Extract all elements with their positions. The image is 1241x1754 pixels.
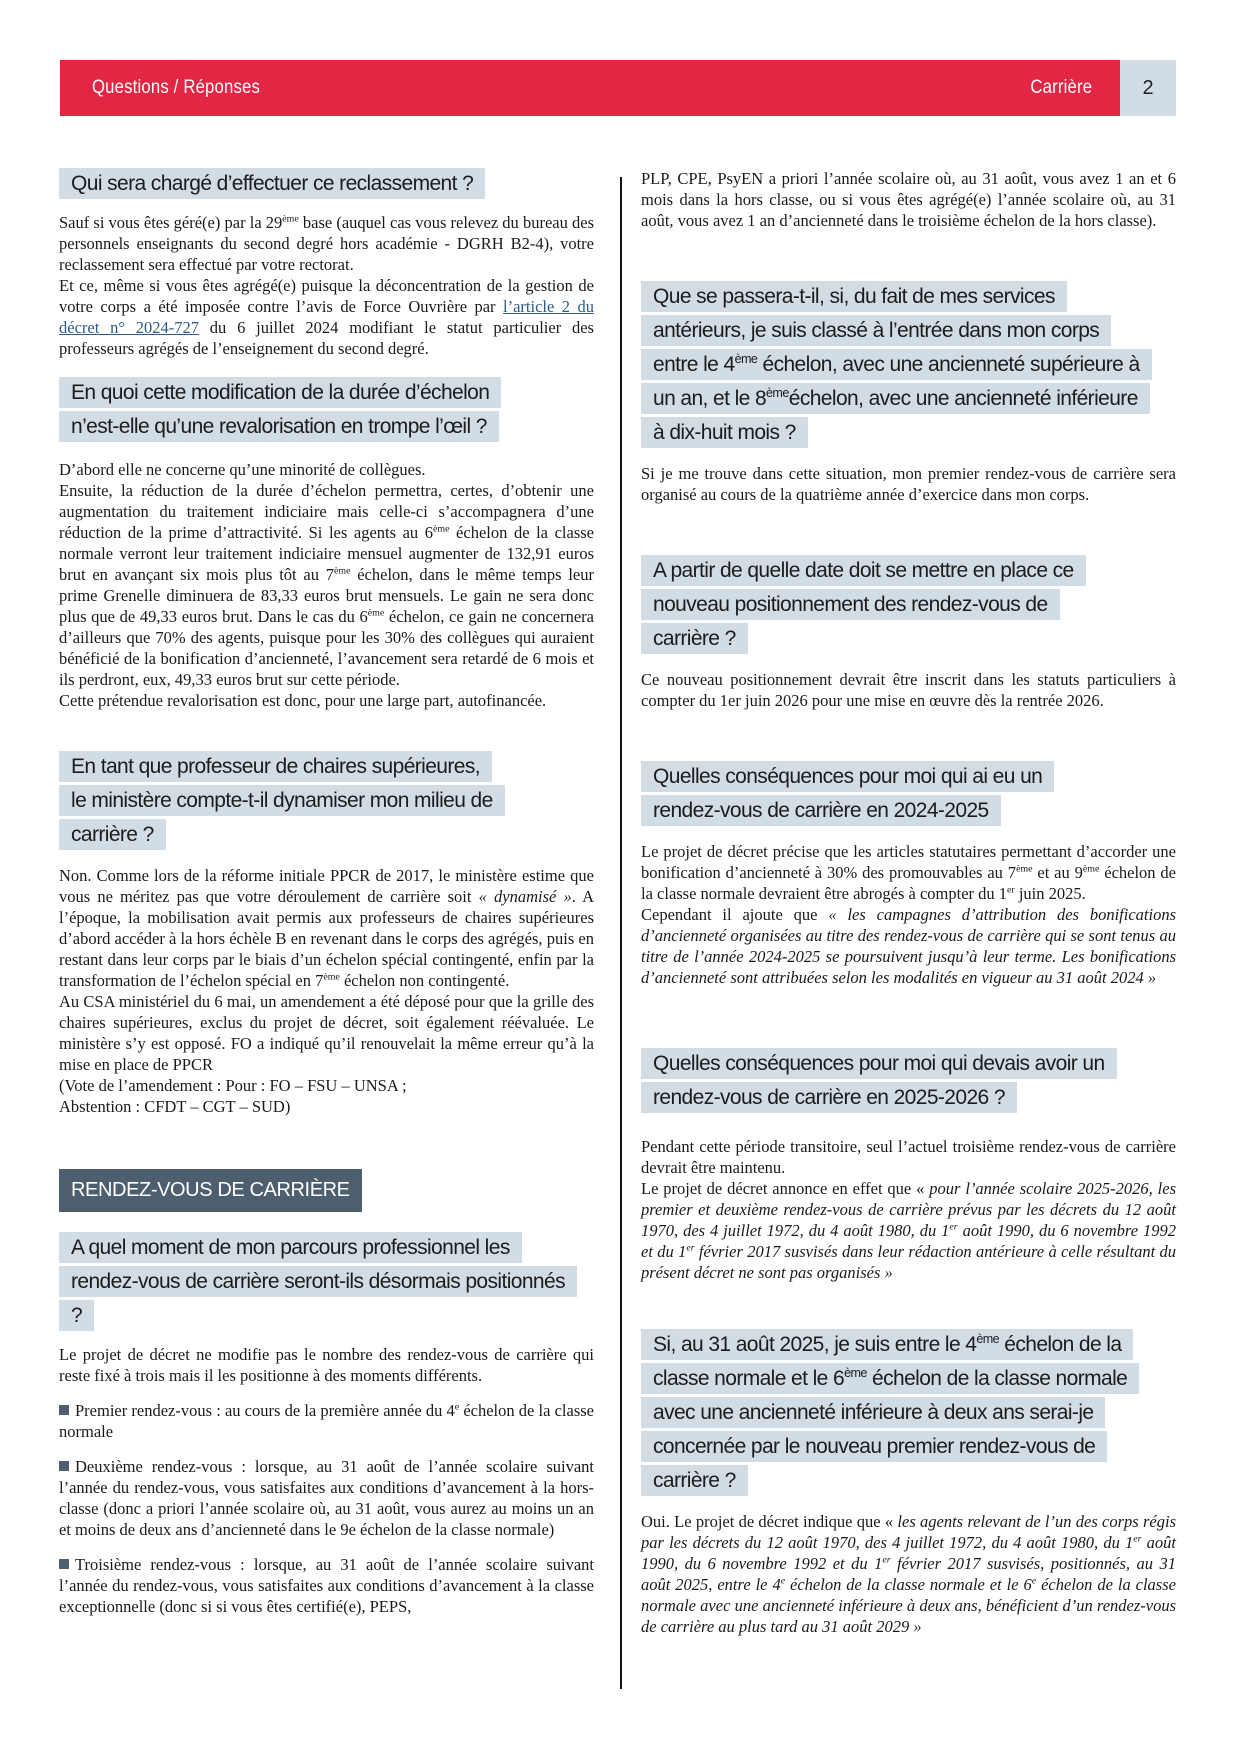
answer-block — [641, 669, 1176, 711]
answer-paragraph: Non. Comme lors de la réforme initiale PPCR de 2017, le ministère estime que vous ne méritez pas que votre déroulement de carrière soit « dynamisé ». A l’époque, la mobilisation avait permis aux professeurs de chaires supérieures d’abord accéder à la hors échèle B en revenant dans le corps des agrégés, puis en restant dans leur corps par le biais d’un échelon spécial contingenté, enfin par la transformation de l’échelon spécial en 7ème échelon non contingenté. — [59, 866, 594, 990]
answer-paragraph: Au CSA ministériel du 6 mai, un amendement a été déposé pour que la grille des chaires supérieures, exclus du projet de décret, soit également réévaluée. Le ministère s’y est opposé. FO a indiqué qu’il renouvelait la même erreur qu’à la mise en place de PPCR — [59, 992, 594, 1074]
question-title: En quoi cette modification de la durée d’échelon n’est-elle qu’une revalorisation en trompe l’œil ? — [59, 377, 501, 442]
answer-paragraph: Sauf si vous êtes géré(e) par la 29ème base (auquel cas vous relevez du bureau des personnels enseignants du second degré hors académie - DGRH B2-4), votre reclassement sera effectué par votre rectorat. — [59, 213, 594, 274]
question-heading — [59, 377, 539, 445]
answer-paragraph: Le projet de décret annonce en effet que « pour l’année scolaire 2025-2026, les premier et deuxième rendez-vous de carrière prévus par les décrets du 12 août 1970, des 4 juillet 1972, du 4 août 1980, du 1er août 1990, du 6 novembre 1992 et du 1er février 2017 susvisés dans leur rédaction antérieure à celle résultant du présent décret ne sont pas organisés » — [641, 1179, 1176, 1282]
left-column — [59, 168, 594, 1631]
bullet-item: Deuxième rendez-vous : lorsque, au 31 août de l’année scolaire suivant l’année du rendez-vous, vous satisfaites aux conditions d’avancement à la hors-classe (donc a priori l’année scolaire où, au 31 août, vous aurez au moins un an et moins de deux ans d’ancienneté dans le 9e échelon de la classe normale) — [59, 1457, 594, 1539]
question-heading — [641, 1329, 1151, 1499]
question-title: Quelles conséquences pour moi qui devais avoir un rendez-vous de carrière en 2025-2026 ? — [641, 1048, 1117, 1113]
answer-paragraph: Cependant il ajoute que « les campagnes d’attribution des bonifications d’ancienneté organisées au titre des rendez-vous de carrière qui se sont tenus au titre de l’année 2024-2025 se poursuivent jusqu’à leur terme. Les bonifications d’ancienneté sont attribuées selon les modalités en vigueur au 31 août 2024 » — [641, 905, 1176, 987]
question-title: Qui sera chargé d’effectuer ce reclassement ? — [59, 168, 485, 199]
square-bullet-icon — [59, 1461, 69, 1471]
question-heading — [59, 168, 594, 202]
question-heading — [641, 761, 1081, 829]
section-tag: RENDEZ-VOUS DE CARRIÈRE — [59, 1169, 362, 1212]
answer-paragraph: Le projet de décret ne modifie pas le nombre des rendez-vous de carrière qui reste fixé à trois mais il les positionne à des moments différents. — [59, 1345, 594, 1385]
answer-block — [59, 459, 594, 711]
answer-block — [641, 168, 1176, 231]
decree-link[interactable]: l’article 2 du décret n° 2024-727 — [59, 297, 594, 337]
right-column — [641, 168, 1176, 1655]
question-title: Si, au 31 août 2025, je suis entre le 4ème échelon de la classe normale et le 6ème échelon de la classe normale avec une ancienneté inférieure à deux ans serai-je concernée par le nouveau premier rendez-vous de carrière ? — [641, 1329, 1139, 1496]
answer-paragraph: Ce nouveau positionnement devrait être inscrit dans les statuts particuliers à compter du 1er juin 2026 pour une mise en œuvre dès la rentrée 2026. — [641, 670, 1176, 710]
answer-paragraph: Ensuite, la réduction de la durée d’échelon permettra, certes, d’obtenir une augmentation du traitement indiciaire mais celle-ci s’accompagnera d’une réduction de la prime d’attractivité. Si les agents au 6ème échelon de la classe normale verront leur traitement indiciaire mensuel augmenter de 132,91 euros brut en avançant six mois plus tôt au 7ème échelon, dans le même temps leur prime Grenelle diminuera de 83,33 euros brut mensuels. Le gain ne sera donc plus que de 49,33 euros brut. Dans le cas du 6ème échelon, ce gain ne concernera d’ailleurs que 70% des agents, puisque pour les 30% des collègues qui auraient bénéficié de la bonification d’ancienneté, l’avancement sera retardé de 6 mois et ils perdront, eux, 49,33 euros brut sur cette période. — [59, 481, 595, 689]
bullet-item: Troisième rendez-vous : lorsque, au 31 août de l’année scolaire suivant l’année du rendez-vous, vous satisfaites aux conditions d’avancement à la classe exceptionnelle (donc si si vous êtes certifié(e), PEPS, — [59, 1555, 594, 1616]
header-bar — [60, 60, 1120, 116]
page-number: 2 — [1120, 60, 1176, 116]
answer-block — [641, 1136, 1176, 1283]
question-title: Que se passera-t-il, si, du fait de mes services antérieurs, je suis classé à l’entrée dans mon corps entre le 4ème échelon, avec une ancienneté supérieure à un an, et le 8èmeéchelon, avec une ancienneté inférieure à dix-huit mois ? — [641, 281, 1152, 448]
answer-paragraph: Abstention : CFDT – CGT – SUD) — [59, 1097, 291, 1116]
question-title: A partir de quelle date doit se mettre en place ce nouveau positionnement des rendez-vous de carrière ? — [641, 555, 1086, 654]
question-title: En tant que professeur de chaires supérieures, le ministère compte-t-il dynamiser mon milieu de carrière ? — [59, 751, 505, 850]
answer-block — [641, 1511, 1176, 1637]
page-header — [60, 60, 1176, 116]
answer-block — [641, 841, 1176, 988]
answer-block — [59, 212, 594, 359]
answer-paragraph: Et ce, même si vous êtes agrégé(e) puisque la déconcentration de la gestion de votre corps a été imposée contre l’avis de Force Ouvrière par l’article 2 du décret n° 2024-727 du 6 juillet 2024 modifiant le statut particulier des professeurs agrégés de l’enseignement du second degré. — [59, 276, 594, 358]
answer-paragraph: Cette prétendue revalorisation est donc, pour une large part, autofinancée. — [59, 691, 547, 710]
answer-paragraph: D’abord elle ne concerne qu’une minorité de collègues. — [59, 460, 426, 479]
square-bullet-icon — [59, 1559, 69, 1569]
answer-block — [641, 463, 1176, 505]
header-section-label: Questions / Réponses — [92, 77, 261, 98]
answer-paragraph: (Vote de l’amendement : Pour : FO – FSU – UNSA ; — [59, 1076, 407, 1095]
answer-paragraph: Le projet de décret précise que les articles statutaires permettant d’accorder une bonification d’ancienneté à 30% des promouvables au 7ème et au 9ème échelon de la classe normale devraient être abrogés à compter du 1er juin 2025. — [641, 842, 1177, 903]
answer-paragraph: PLP, CPE, PsyEN a priori l’année scolaire où, au 31 août, vous avez 1 an et 6 mois dans la hors classe, ou si vous êtes agrégé(e) l’année scolaire où, au 31 août, vous avez 1 an d’ancienneté dans le troisième échelon de la hors classe). — [641, 169, 1176, 230]
question-heading — [641, 1048, 1161, 1116]
question-heading — [59, 751, 499, 853]
question-heading — [641, 281, 1141, 451]
answer-block — [59, 1344, 594, 1617]
bullet-item: Premier rendez-vous : au cours de la première année du 4e échelon de la classe normale — [59, 1401, 595, 1441]
square-bullet-icon — [59, 1405, 69, 1415]
header-topic-label: Carrière — [1030, 77, 1092, 98]
question-heading — [641, 555, 1081, 657]
answer-block — [59, 865, 594, 1117]
question-heading — [59, 1232, 579, 1334]
question-title: Quelles conséquences pour moi qui ai eu un rendez-vous de carrière en 2024-2025 — [641, 761, 1054, 826]
question-title: A quel moment de mon parcours professionnel les rendez-vous de carrière seront-ils désormais positionnés ? — [59, 1232, 577, 1331]
column-divider — [620, 177, 622, 1689]
answer-paragraph: Si je me trouve dans cette situation, mon premier rendez-vous de carrière sera organisé au cours de la quatrième année d’exercice dans mon corps. — [641, 464, 1176, 504]
answer-paragraph: Oui. Le projet de décret indique que « les agents relevant de l’un des corps régis par les décrets du 12 août 1970, des 4 juillet 1972, du 4 août 1980, du 1er août 1990, du 6 novembre 1992 et du 1er février 2017 susvisés, positionnés, au 31 août 2025, entre le 4e échelon de la classe normale et le 6e échelon de la classe normale avec une ancienneté inférieure à deux ans, bénéficient d’un rendez-vous de carrière au plus tard au 31 août 2029 » — [641, 1512, 1176, 1636]
answer-paragraph: Pendant cette période transitoire, seul l’actuel troisième rendez-vous de carrière devrait être maintenu. — [641, 1137, 1176, 1177]
